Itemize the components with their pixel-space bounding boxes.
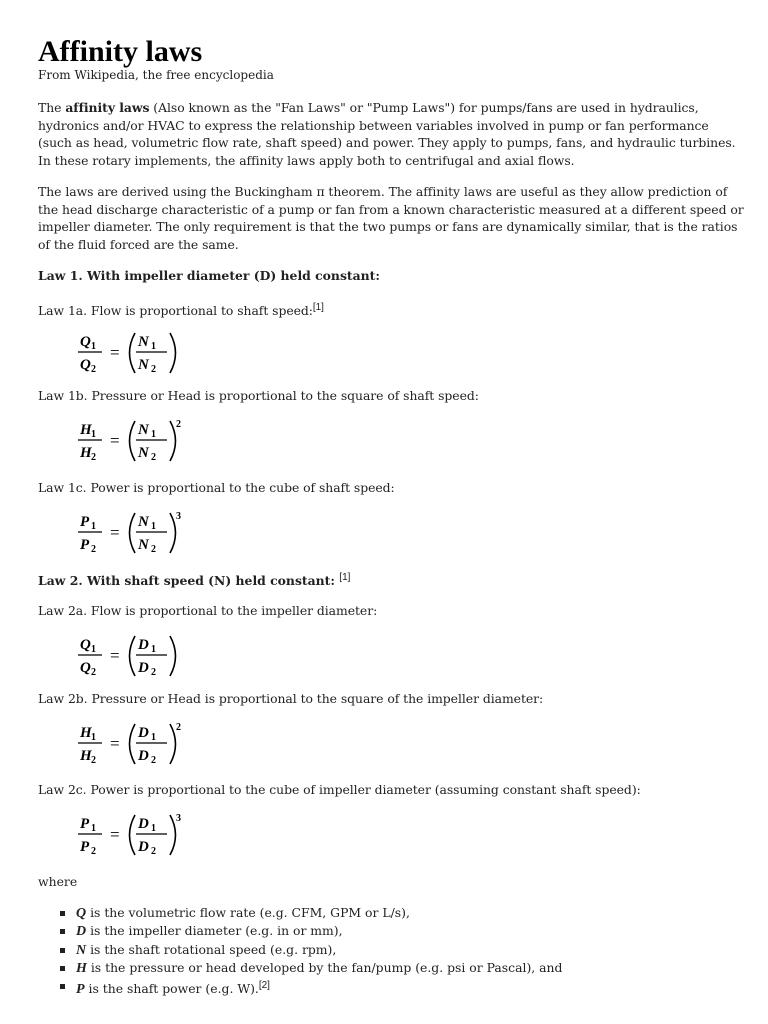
variable-symbol: D — [76, 924, 87, 940]
left-paren — [130, 724, 136, 764]
variable-symbol: H — [76, 960, 87, 976]
right-denominator: N — [138, 357, 149, 373]
equation-svg — [72, 328, 202, 378]
left-paren — [130, 513, 136, 553]
left-numerator: P — [80, 514, 90, 530]
svg-text:2: 2 — [91, 846, 96, 857]
svg-text:2: 2 — [151, 846, 156, 857]
list-item: H is the pressure or head developed by the fan/pump (e.g. psi or Pascal), and — [58, 959, 562, 977]
left-denominator: Q — [80, 357, 91, 373]
exponent: 2 — [176, 722, 181, 733]
equation-law1a — [72, 328, 202, 378]
equation-law2a — [72, 631, 202, 681]
right-denominator: N — [138, 537, 149, 553]
left-denominator: H — [80, 748, 92, 764]
svg-text:2: 2 — [91, 667, 96, 678]
svg-text:2: 2 — [151, 364, 156, 375]
law1b-text: Law 1b. Pressure or Head is proportional to the square of shaft speed: — [38, 388, 479, 403]
svg-text:2: 2 — [151, 667, 156, 678]
citation-link[interactable]: [1] — [312, 302, 324, 313]
list-item: D is the impeller diameter (e.g. in or mm), — [58, 922, 562, 940]
equation-law1c — [72, 508, 202, 558]
exponent: 3 — [176, 813, 181, 824]
right-denominator: D — [138, 660, 149, 676]
right-numerator: N — [138, 514, 149, 530]
svg-text:1: 1 — [91, 823, 96, 834]
variable-symbol: P — [76, 982, 85, 998]
right-denominator: D — [138, 839, 149, 855]
left-numerator: H — [80, 422, 92, 438]
svg-text:1: 1 — [151, 823, 156, 834]
variable-symbol: N — [76, 942, 87, 958]
page-subtitle: From Wikipedia, the free encyclopedia — [38, 68, 274, 82]
svg-text:2: 2 — [91, 364, 96, 375]
svg-text:1: 1 — [91, 429, 96, 440]
equals-sign: = — [110, 646, 120, 665]
svg-text:1: 1 — [151, 644, 156, 655]
equation-svg — [72, 508, 202, 558]
right-paren — [170, 724, 176, 764]
svg-text:2: 2 — [151, 452, 156, 463]
right-numerator: N — [138, 422, 149, 438]
svg-text:2: 2 — [151, 544, 156, 555]
equals-sign: = — [110, 343, 120, 362]
equals-sign: = — [110, 431, 120, 450]
right-paren — [170, 333, 176, 373]
left-denominator: Q — [80, 660, 91, 676]
left-paren — [130, 636, 136, 676]
exponent: 2 — [176, 419, 181, 430]
law2a-text: Law 2a. Flow is proportional to the impeller diameter: — [38, 603, 378, 618]
intro2-line-2: the head discharge characteristic of a pump or fan from a known characteristic measured at a different speed or — [38, 201, 744, 217]
intro2-line-4: of the fluid forced are the same. — [38, 236, 239, 252]
page-title: Affinity laws — [38, 35, 203, 68]
variable-symbol: Q — [76, 906, 87, 921]
right-denominator: D — [138, 748, 149, 764]
right-numerator: D — [138, 816, 149, 832]
law1-heading: Law 1. With impeller diameter (D) held constant: — [38, 268, 380, 283]
equals-sign: = — [110, 734, 120, 753]
left-paren — [130, 333, 136, 373]
intro-line-3: (such as head, volumetric flow rate, shaft speed) and power. They apply to pumps, fans, and hydraulic turbines. — [38, 135, 736, 150]
law2b-text: Law 2b. Pressure or Head is proportional to the square of the impeller diameter: — [38, 691, 544, 706]
left-numerator: Q — [80, 637, 91, 653]
svg-text:1: 1 — [91, 644, 96, 655]
law1c-text: Law 1c. Power is proportional to the cube of shaft speed: — [38, 480, 395, 495]
intro-line-4: In these rotary implements, the affinity laws apply both to centrifugal and axial flows. — [38, 152, 575, 168]
equation-law2c — [72, 810, 202, 860]
left-numerator: Q — [80, 334, 91, 350]
svg-text:1: 1 — [151, 732, 156, 743]
equation-svg — [72, 631, 202, 681]
equation-law1b — [72, 416, 202, 466]
law1a-text: Law 1a. Flow is proportional to shaft speed:[1] — [38, 302, 324, 318]
left-paren — [130, 421, 136, 461]
list-item: N is the shaft rotational speed (e.g. rpm), — [58, 941, 562, 959]
svg-text:1: 1 — [151, 341, 156, 352]
svg-text:1: 1 — [91, 732, 96, 743]
intro-line-1: The affinity laws (Also known as the "Fan Laws" or "Pump Laws") for pumps/fans are used in hydraulics, — [38, 100, 699, 115]
left-paren — [130, 815, 136, 855]
equation-law2b — [72, 719, 202, 769]
right-numerator: D — [138, 725, 149, 741]
citation-link[interactable]: [2] — [258, 980, 270, 992]
law2-heading: Law 2. With shaft speed (N) held constant: [1] — [38, 572, 351, 588]
law2c-text: Law 2c. Power is proportional to the cube of impeller diameter (assuming constant shaft speed): — [38, 782, 641, 797]
left-denominator: H — [80, 445, 92, 461]
affinity-laws-term: affinity laws — [65, 100, 150, 115]
variable-definitions-list — [58, 904, 562, 998]
right-paren — [170, 636, 176, 676]
intro2-line-1: The laws are derived using the Buckingham π theorem. The affinity laws are useful as they allow prediction of — [38, 184, 728, 199]
equals-sign: = — [110, 523, 120, 542]
right-paren — [170, 421, 176, 461]
list-item: P is the shaft power (e.g. W).[2] — [58, 977, 562, 998]
left-denominator: P — [80, 537, 90, 553]
right-numerator: N — [138, 334, 149, 350]
exponent: 3 — [176, 511, 181, 522]
svg-text:1: 1 — [91, 341, 96, 352]
equation-svg — [72, 416, 202, 466]
list-item: Q is the volumetric flow rate (e.g. CFM, GPM or L/s), — [58, 904, 562, 922]
right-denominator: N — [138, 445, 149, 461]
right-numerator: D — [138, 637, 149, 653]
left-numerator: H — [80, 725, 92, 741]
equals-sign: = — [110, 825, 120, 844]
svg-text:1: 1 — [151, 429, 156, 440]
intro-paragraph-2 — [38, 183, 744, 253]
right-paren — [170, 815, 176, 855]
left-numerator: P — [80, 816, 90, 832]
where-label: where — [38, 874, 78, 889]
svg-text:1: 1 — [91, 521, 96, 532]
equation-svg — [72, 719, 202, 769]
left-denominator: P — [80, 839, 90, 855]
citation-link[interactable]: [1] — [339, 572, 351, 583]
svg-text:1: 1 — [151, 521, 156, 532]
svg-text:2: 2 — [151, 755, 156, 766]
intro2-line-3: impeller diameter. The only requirement is that the two pumps or fans are dynamically similar, that is the ratios — [38, 219, 738, 234]
right-paren — [170, 513, 176, 553]
equation-svg — [72, 810, 202, 860]
svg-text:2: 2 — [91, 755, 96, 766]
intro-paragraph-1 — [38, 99, 738, 169]
svg-text:2: 2 — [91, 544, 96, 555]
intro-line-2: hydronics and/or HVAC to express the relationship between variables involved in pump or fan performance — [38, 117, 709, 133]
svg-text:2: 2 — [91, 452, 96, 463]
